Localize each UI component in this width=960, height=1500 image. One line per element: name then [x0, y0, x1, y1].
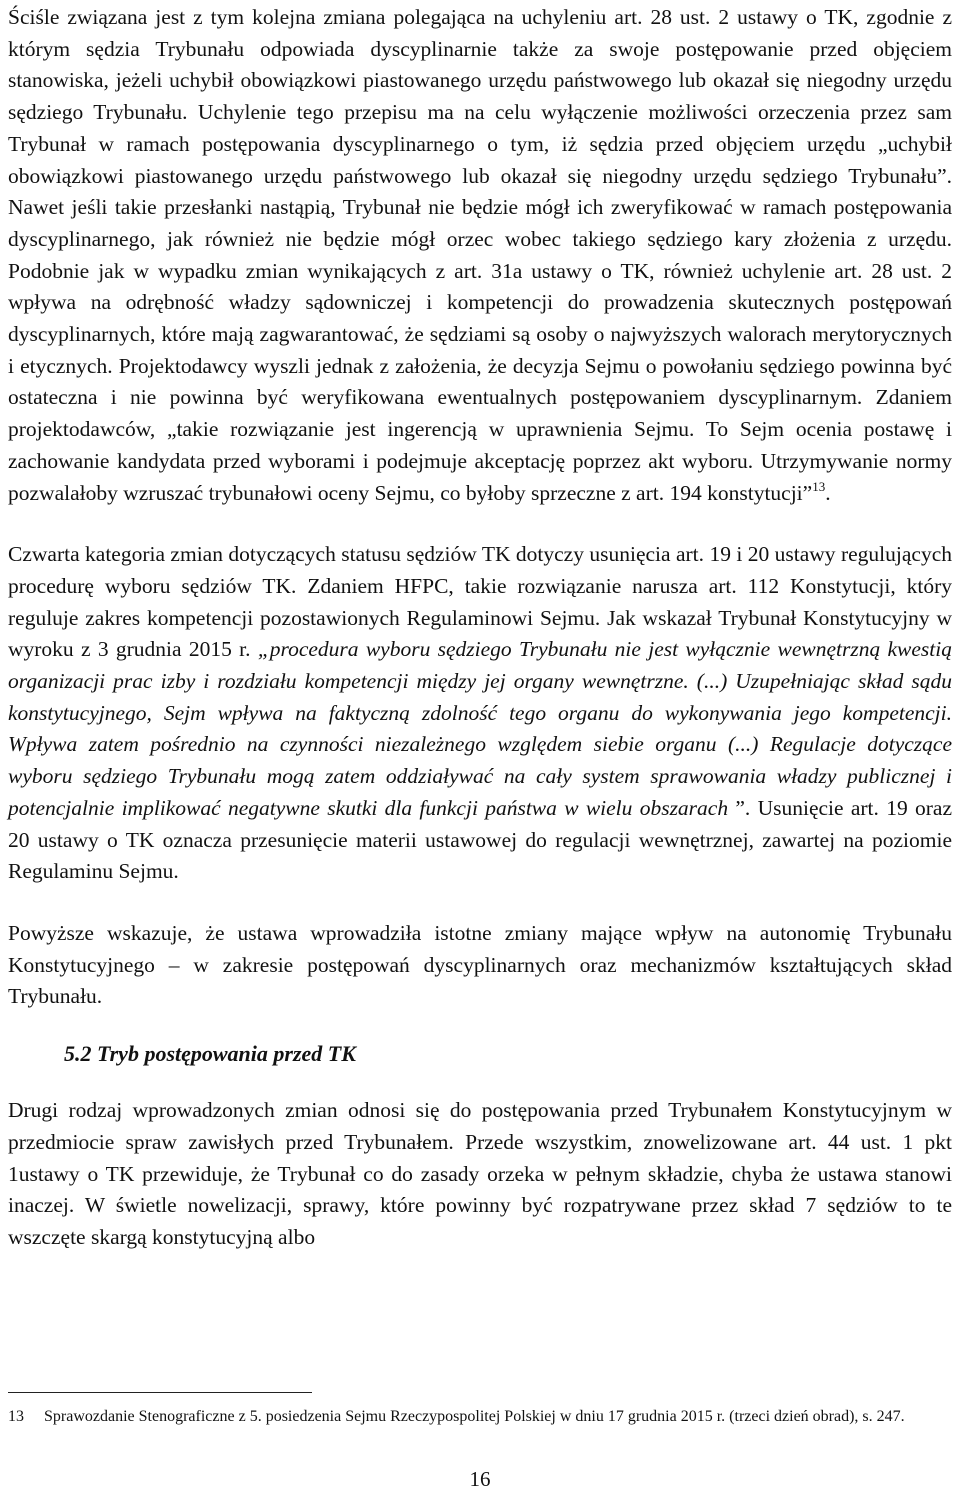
- page-number: 16: [469, 1467, 491, 1491]
- footnote-divider: [8, 1392, 312, 1393]
- footnote: [8, 1406, 952, 1428]
- paragraph-conclusion: Powyższe wskazuje, że ustawa wprowadziła istotne zmiany mające wpływ na autonomię Trybunału Konstytucyjnego – w zakresie postępowań dyscyplinarnych oraz mechanizmów kształtujących skład Trybunału.: [8, 920, 952, 1009]
- paragraph-art-28-end: .: [825, 480, 831, 505]
- section-heading: 5.2 Tryb postępowania przed TK: [64, 1041, 356, 1067]
- document-page: [8, 2, 952, 1254]
- tribunal-ruling-quote: „procedura wyboru sędziego Trybunału nie jest wyłącznie wewnętrzną kwestią organizacji prac izby i rozdziału kompetencji między jej organy wewnętrzne. (...) Uzupełniając skład sądu konstytucyjnego, Sejm wpływa na faktyczną zdolność tego organu do wykonywania jego kompetencji. Wpływa zatem pośrednio na czynności niezależnego względem siebie organu (...) Regulacje dotyczące wyboru sędziego Trybunału mogą zatem oddziaływać na cały system sprawowania władzy publicznej i potencjalnie implikować negatywne skutki dla funkcji państwa w wielu obszarach: [8, 637, 952, 820]
- paragraph-art-19-20-text: Czwarta kategoria zmian dotyczących statusu sędziów TK dotyczy usunięcia art. 19 i 20 ustawy regulujących procedurę wyboru sędziów TK. Zdaniem HFPC, takie rozwiązanie narusza art. 112 Konstytucji, który reguluje zakres kompetencji pozostawionych Regulaminowi Sejmu. Jak wskazał Trybunał Konstytucyjny w wyroku z 3 grudnia 2015 r.: [8, 542, 952, 662]
- paragraph-procedure: Drugi rodzaj wprowadzonych zmian odnosi się do postępowania przed Trybunałem Konstytucyjnym w przedmiocie spraw zawisłych przed Trybunałem. Przede wszystkim, znowelizowane art. 44 ust. 1 pkt 1ustawy o TK przewiduje, że Trybunał co do zasady orzeka w pełnym składzie, chyba że ustawa stanowi inaczej. W świetle nowelizacji, sprawy, które powinny być rozpatrywane przez skład 7 sędziów to te wszczęte skargą konstytucyjną albo: [8, 1098, 952, 1249]
- paragraph-art-19-20-end: ”. Usunięcie art. 19 oraz 20 ustawy o TK oznacza przesunięcie materii ustawowej do regulacji wewnętrznej, zawartej na poziomie Regulaminu Sejmu.: [8, 795, 952, 884]
- paragraph-art-19-20: [8, 539, 952, 888]
- paragraph-art-28: [8, 2, 952, 509]
- footnote-reference[interactable]: 13: [812, 478, 826, 494]
- footnote-number: 13: [8, 1408, 24, 1425]
- footnote-text: Sprawozdanie Stenograficzne z 5. posiedzenia Sejmu Rzeczypospolitej Polskiej w dniu 17 grudnia 2015 r. (trzeci dzień obrad), s. 247.: [44, 1408, 905, 1425]
- paragraph-art-28-text: Ściśle związana jest z tym kolejna zmiana polegająca na uchyleniu art. 28 ust. 2 ustawy o TK, zgodnie z którym sędzia Trybunału odpowiada dyscyplinarnie także za swoje postępowanie przed objęciem stanowiska, jeżeli uchybił obowiązkowi piastowanego urzędu państwowego lub okazał się niegodny urzędu sędziego Trybunału. Uchylenie tego przepisu ma na celu wyłączenie możliwości orzeczenia przez sam Trybunał w ramach postępowania dyscyplinarnego o tym, iż sędzia przed objęciem urzędu „uchybił obowiązkowi piastowanego urzędu państwowego lub okazał się niegodny urzędu sędziego Trybunału”. Nawet jeśli takie przesłanki nastąpią, Trybunał nie będzie mógł ich zweryfikować w ramach postępowania dyscyplinarnego, jak również nie będzie mógł orzec wobec takiego sędziego kary złożenia z urzędu. Podobnie jak w wypadku zmian wynikających z art. 31a ustawy o TK, również uchylenie art. 28 ust. 2 wpływa na odrębność władzy sądowniczej i kompetencji do prowadzenia skutecznych postępowań dyscyplinarnych, które mają zagwarantować, że sędziami są osoby o najwyższych walorach merytorycznych i etycznych. Projektodawcy wyszli jednak z założenia, że decyzja Sejmu o powołaniu sędziego powinna być ostateczna i nie powinna być weryfikowana ewentualnych postępowaniem dyscyplinarnym. Zdaniem projektodawców, „takie rozwiązanie jest ingerencją w uprawnienia Sejmu. To Sejm ocenia postawę i zachowanie kandydata przed wyborami i podejmuje akceptację poprzez akt wyboru. Utrzymywanie normy pozwalałoby wzruszać trybunałowi oceny Sejmu, co byłoby sprzeczne z art. 194 konstytucji”: [8, 5, 952, 505]
